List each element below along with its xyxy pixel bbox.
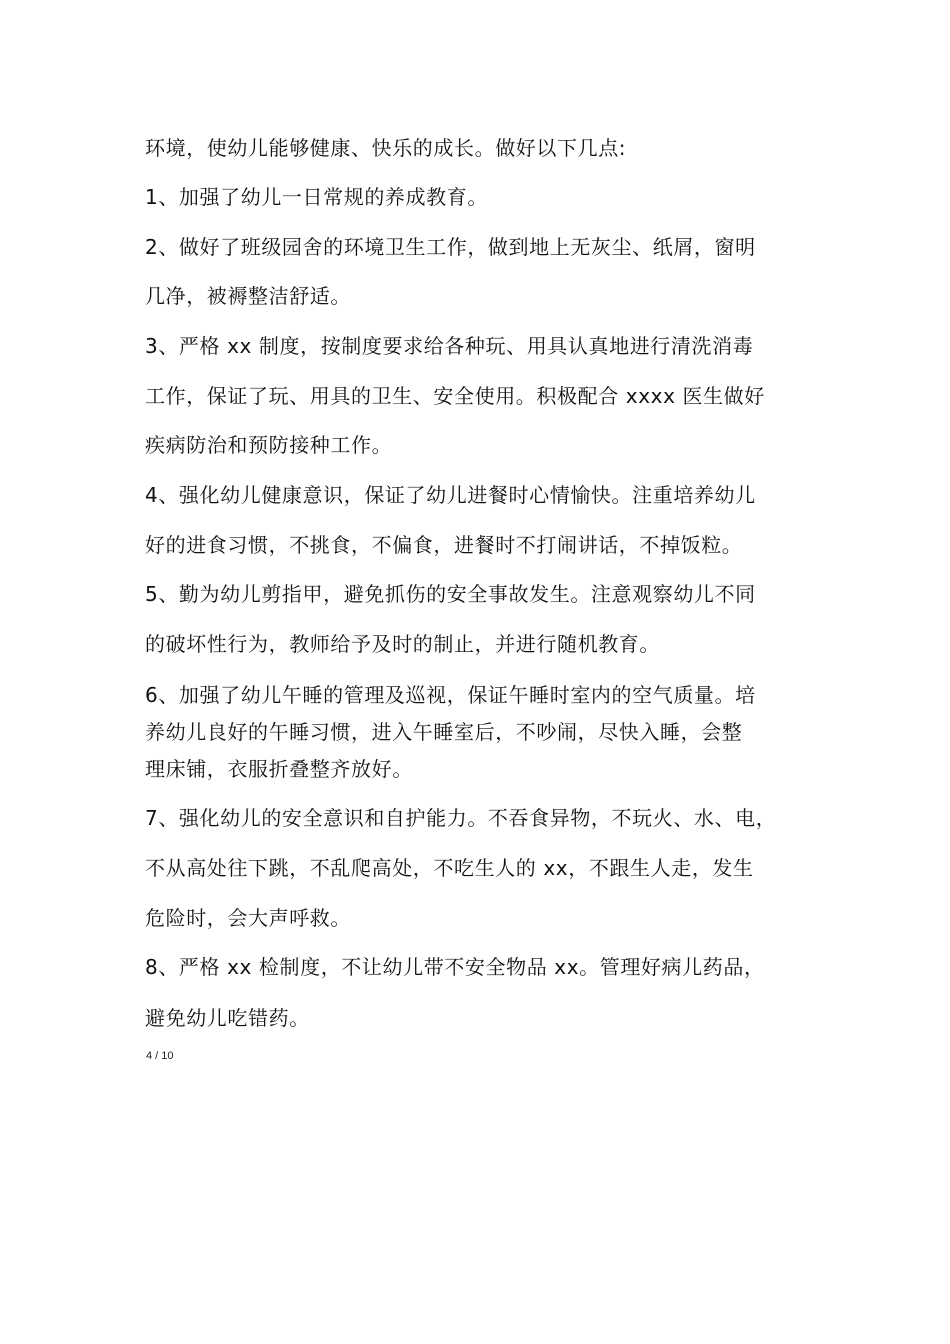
text-line: 7、强化幼儿的安全意识和自护能力。不吞食异物，不玩火、水、电，: [145, 806, 777, 830]
text-line: 4、强化幼儿健康意识，保证了幼儿进餐时心情愉快。注重培养幼儿: [145, 483, 756, 507]
text-line: 不从高处往下跳，不乱爬高处，不吃生人的 xx，不跟生人走，发生: [145, 856, 754, 880]
text-line: 8、严格 xx 检制度，不让幼儿带不安全物品 xx。管理好病儿药品，: [145, 955, 765, 979]
text-line: 的破坏性行为，教师给予及时的制止，并进行随机教育。: [145, 632, 660, 656]
text-line: 几净，被褥整洁舒适。: [145, 284, 351, 308]
text-line: 2、做好了班级园舍的环境卫生工作，做到地上无灰尘、纸屑，窗明: [145, 235, 756, 259]
text-line: 6、加强了幼儿午睡的管理及巡视，保证午睡时室内的空气质量。培: [145, 683, 756, 707]
text-line: 环境，使幼儿能够健康、快乐的成长。做好以下几点:: [145, 136, 627, 160]
text-line: 3、严格 xx 制度，按制度要求给各种玩、用具认真地进行清洗消毒: [145, 334, 754, 358]
text-line: 好的进食习惯，不挑食，不偏食，进餐时不打闹讲话，不掉饭粒。: [145, 533, 743, 557]
text-line: 养幼儿良好的午睡习惯，进入午睡室后，不吵闹，尽快入睡，会整: [145, 720, 743, 744]
text-line: 疾病防治和预防接种工作。: [145, 433, 393, 457]
text-line: 5、勤为幼儿剪指甲，避免抓伤的安全事故发生。注意观察幼儿不同: [145, 582, 756, 606]
text-line: 1、加强了幼儿一日常规的养成教育。: [145, 185, 488, 209]
text-line: 避免幼儿吃错药。: [145, 1006, 310, 1030]
text-line: 理床铺，衣服折叠整齐放好。: [145, 757, 413, 781]
text-line: 工作，保证了玩、用具的卫生、安全使用。积极配合 xxxx 医生做好: [145, 384, 765, 408]
text-line: 危险时，会大声呼救。: [145, 906, 351, 930]
page-number: 4 / 10: [146, 1050, 174, 1062]
